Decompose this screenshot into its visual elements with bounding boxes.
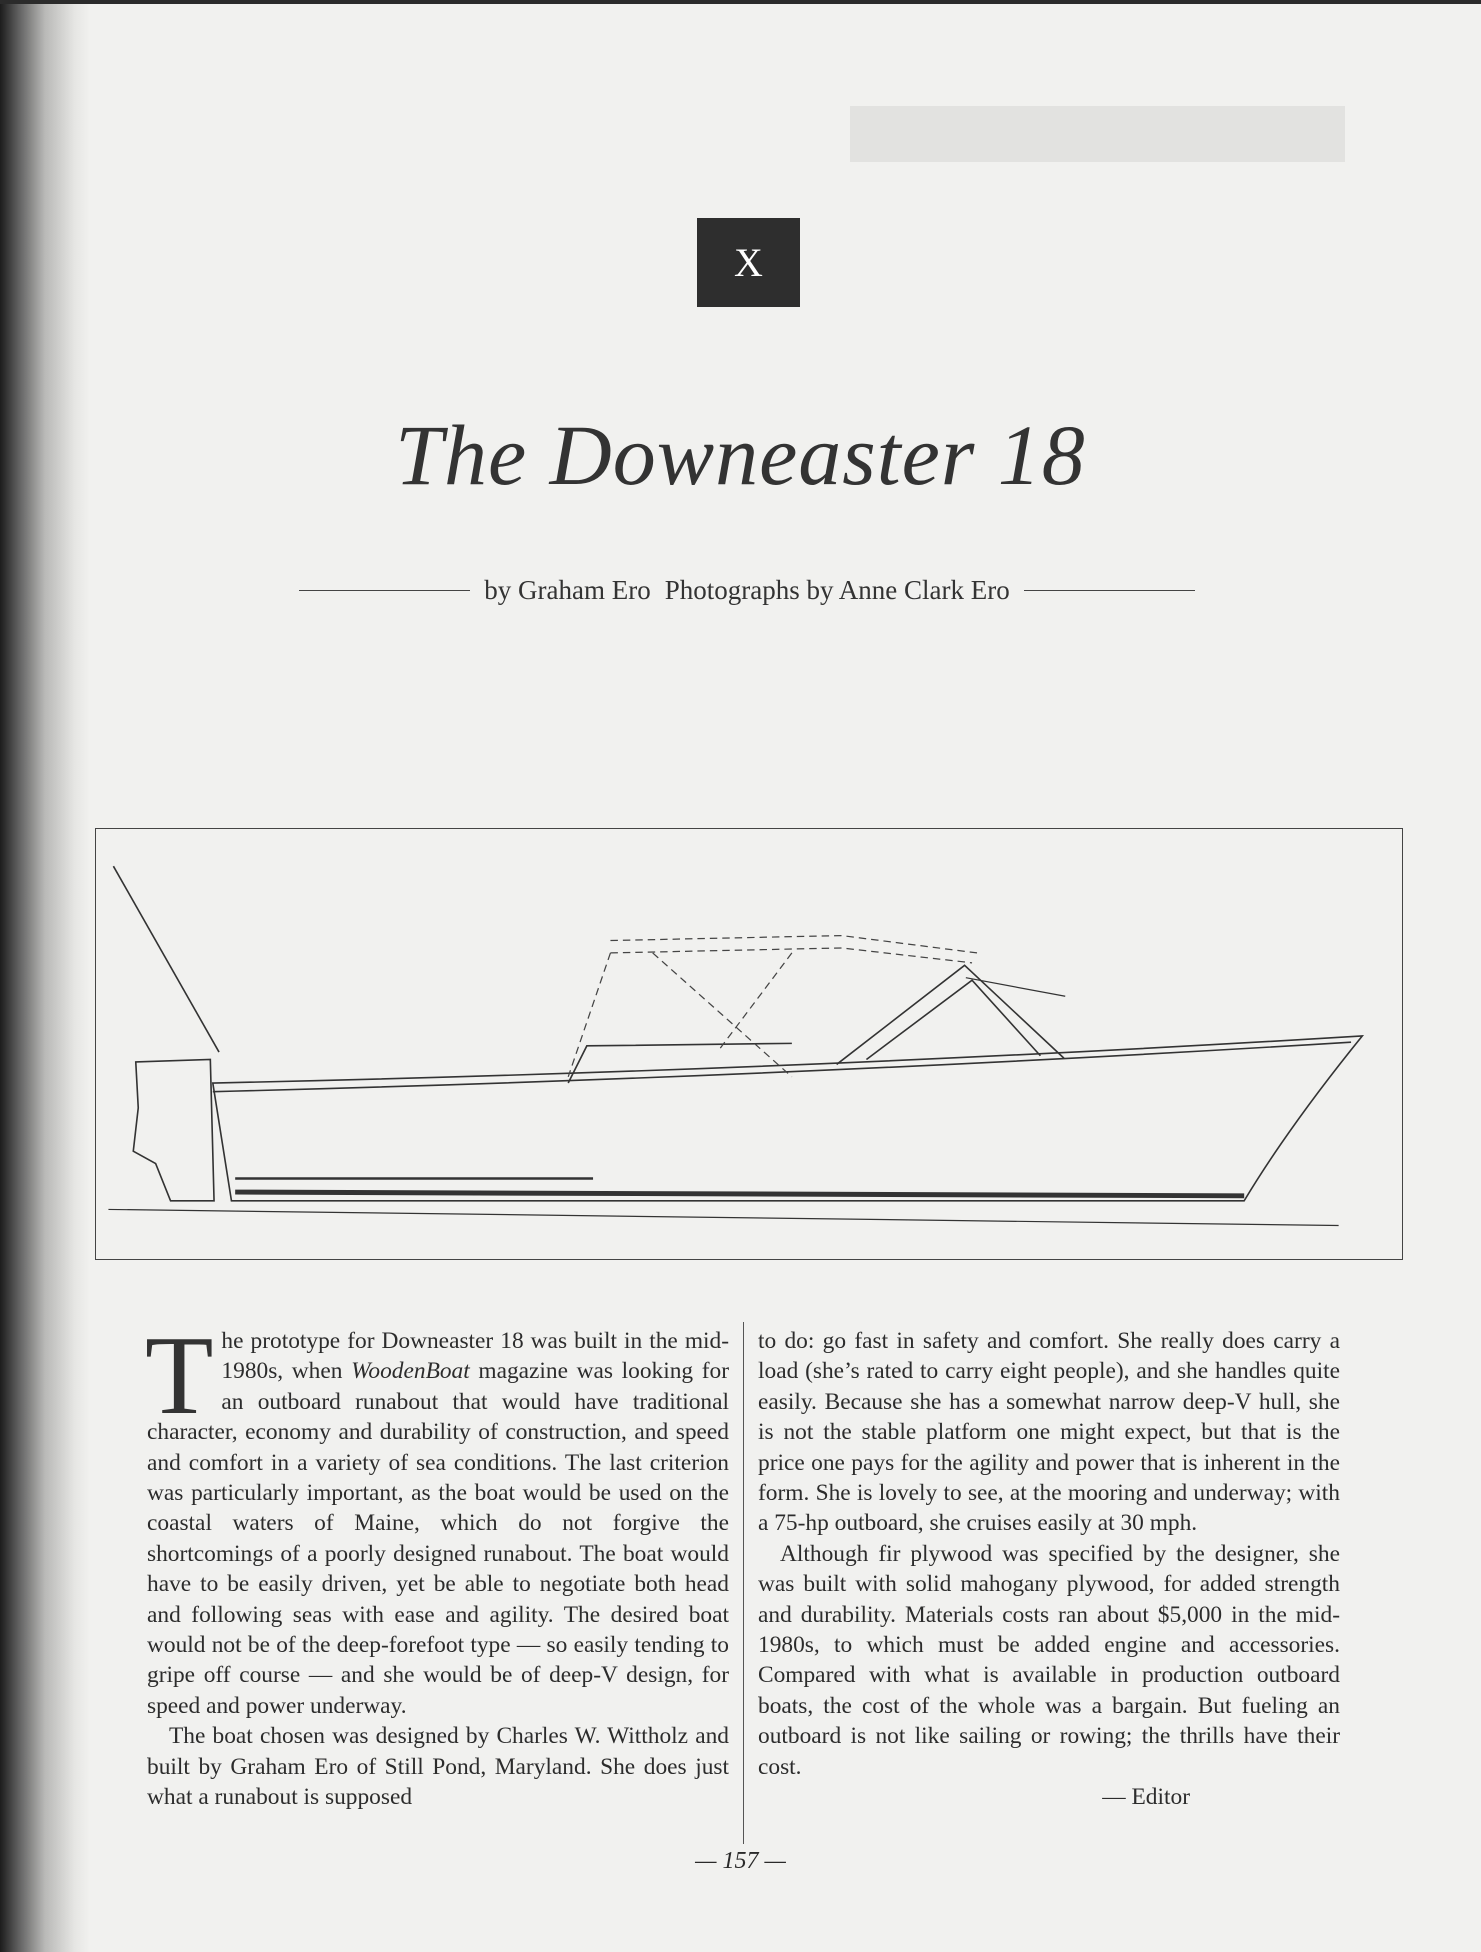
byline-photographer: Photographs by Anne Clark Ero bbox=[664, 575, 1010, 605]
article-column-right bbox=[758, 1326, 1340, 1813]
waterline bbox=[108, 1209, 1338, 1225]
chapter-number: X bbox=[734, 240, 763, 285]
boat-profile-drawing bbox=[95, 828, 1403, 1260]
article-title: The Downeaster 18 bbox=[395, 407, 1086, 503]
article-column-left bbox=[145, 1314, 729, 1813]
bleed-through bbox=[850, 106, 1345, 162]
boot-top bbox=[235, 1192, 1244, 1196]
column-divider bbox=[743, 1322, 744, 1844]
windshield bbox=[837, 965, 1064, 1064]
page-number: — 157 — bbox=[695, 1848, 786, 1874]
paragraph-2: The boat chosen was designed by Charles W. Wittholz and built by Graham Ero of Still Pond, Maryland. She does just what a runabout is supposed bbox=[147, 1723, 729, 1811]
book-gutter-shadow bbox=[0, 0, 90, 1952]
scan-edge bbox=[0, 0, 1481, 4]
signature: — Editor bbox=[1102, 1784, 1190, 1811]
magazine-name: WoodenBoat bbox=[351, 1358, 470, 1385]
rub-rail bbox=[213, 1042, 1351, 1092]
boat-illustration bbox=[96, 829, 1402, 1259]
paragraph-3: to do: go fast in safety and comfort. She really does carry a load (she’s rated to carry eight people), and she handles quite easily. Because she has a somewhat narrow deep-V hull, she is not the stable platform one might expect, but that is the price one pays for the agility and power that is inherent in the form. She is lovely to see, at the mooring and underway; with a 75-hp outboard, she cruises easily at 30 mph. bbox=[758, 1328, 1340, 1537]
antenna bbox=[113, 866, 219, 1052]
hull bbox=[213, 1036, 1362, 1201]
paragraph-1: he prototype for Downeaster 18 was built in the mid-1980s, when bbox=[221, 1328, 729, 1385]
outboard-motor bbox=[133, 1059, 214, 1200]
canopy-top bbox=[568, 936, 977, 1077]
byline-author: by Graham Ero bbox=[484, 575, 651, 605]
paragraph-1-cont: magazine was looking for an outboard runabout that would have traditional character, economy and durability of construction, and speed and comfort in a variety of sea conditions. The last criterion was particularly important, as the boat would be used on the coastal waters of Maine, which do not forgive the shortcomings of a poorly designed runabout. The boat would have to be easily driven, yet be able to negotiate both head and following seas with ease and agility. The desired boat would not be of the deep-forefoot type — so easily tending to gripe off course — and she would be of deep-V design, for speed and power underway. bbox=[147, 1358, 729, 1719]
drop-cap: T bbox=[145, 1314, 214, 1438]
chapter-number-box bbox=[697, 218, 800, 307]
byline-rule-left bbox=[299, 590, 470, 591]
byline bbox=[299, 575, 1195, 606]
paragraph-4: Although fir plywood was specified by the designer, she was built with solid mahogany plywood, for added strength and durability. Materials costs ran about $5,000 in the mid-1980s, to which must be added engine and accessories. Compared with what is available in production outboard boats, the cost of the whole was a bargain. But fueling an outboard is not like sailing or rowing; the thrills have their cost. bbox=[758, 1540, 1340, 1780]
byline-rule-right bbox=[1024, 590, 1195, 591]
